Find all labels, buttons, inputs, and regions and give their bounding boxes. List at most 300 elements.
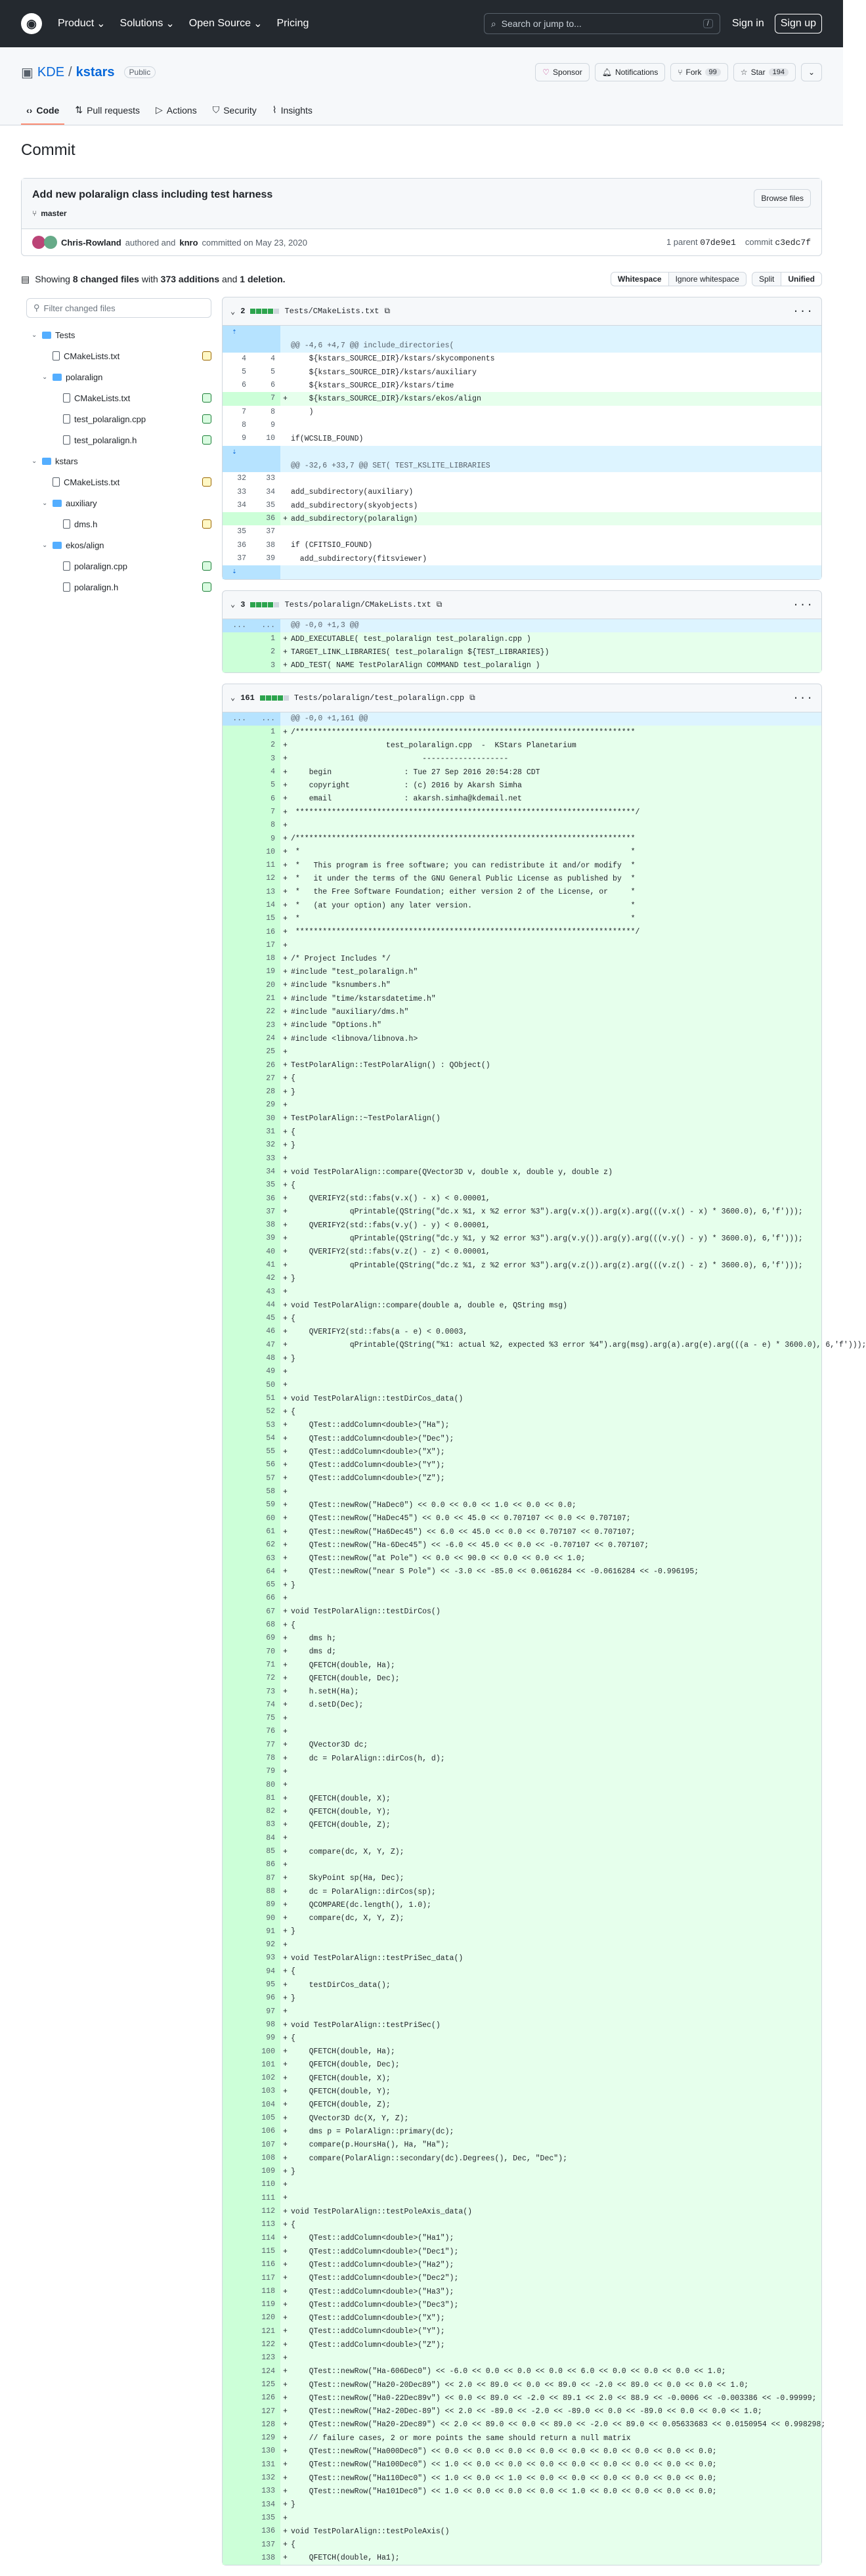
copy-icon[interactable]: ⧉ <box>384 307 391 316</box>
more-options-icon[interactable]: ··· <box>792 598 813 611</box>
old-line-number <box>223 1978 251 1992</box>
new-line-number: 35 <box>251 1179 280 1192</box>
new-line-number: 76 <box>251 1725 280 1738</box>
code-text: qPrintable(QString("%1: actual %2, expected %3 error %4").arg(msg).arg(a).arg(e).arg(((a - e) * 3600.0), 6,'f'))); <box>291 1341 866 1350</box>
diff-line <box>223 1312 821 1325</box>
chevron-down-icon[interactable]: ⌄ <box>230 693 236 703</box>
new-line-number: 15 <box>251 912 280 925</box>
old-line-number: 9 <box>242 434 246 443</box>
diff-line <box>223 1646 821 1659</box>
more-options-icon[interactable]: ··· <box>792 691 813 704</box>
authored-text: authored and <box>125 237 176 248</box>
file-path-link[interactable]: Tests/CMakeLists.txt <box>284 307 379 316</box>
github-logo-icon[interactable]: ◉ <box>21 13 42 34</box>
new-line-number: 26 <box>251 1059 280 1072</box>
old-line-number <box>223 1925 251 1938</box>
diff-sign: + <box>283 2274 288 2283</box>
old-line-number <box>223 1646 251 1659</box>
repo-title <box>21 64 156 81</box>
fork-button[interactable] <box>670 63 727 81</box>
diff-line <box>223 1485 821 1498</box>
old-line-number <box>223 2099 251 2112</box>
diff-line <box>223 1525 821 1539</box>
diff-sign: + <box>283 2541 288 2550</box>
old-line-number <box>223 1432 251 1445</box>
filter-files-input[interactable] <box>26 298 211 318</box>
diff-sign: + <box>283 1154 288 1164</box>
code-text: QTest::addColumn<double>("X"); <box>291 2314 445 2323</box>
whitespace-button[interactable]: Whitespace <box>611 272 669 286</box>
summary-and: and <box>222 274 238 284</box>
diff-sign <box>280 528 291 536</box>
search-input[interactable] <box>484 13 720 34</box>
nav-open-source[interactable] <box>189 17 263 30</box>
sign-in-link[interactable]: Sign in <box>731 18 764 29</box>
new-line-number: 100 <box>251 2045 280 2059</box>
tree-item[interactable] <box>21 513 211 535</box>
new-line-number: 1 <box>251 726 280 739</box>
new-line-number: 86 <box>251 1858 280 1871</box>
diff-line <box>223 353 821 366</box>
diff-line <box>223 1005 821 1018</box>
diff-sign: + <box>283 1581 288 1590</box>
file-icon <box>63 435 70 445</box>
diff-line <box>223 499 821 512</box>
file-path-link[interactable]: Tests/polaralign/CMakeLists.txt <box>284 600 431 609</box>
old-line-number <box>223 392 251 405</box>
old-line-number <box>223 793 251 806</box>
old-line-number <box>223 659 251 672</box>
old-line-number <box>223 2125 251 2138</box>
old-line-number <box>223 1166 251 1179</box>
old-line-number <box>223 1485 251 1498</box>
old-line-number <box>223 1405 251 1418</box>
old-line-number <box>223 833 251 846</box>
new-line-number: 54 <box>251 1432 280 1445</box>
diff-line <box>223 992 821 1005</box>
new-line-number: 39 <box>251 1232 280 1245</box>
avatar[interactable] <box>44 236 57 249</box>
diff-sign <box>280 422 291 430</box>
old-line-number <box>223 1379 251 1392</box>
avatar[interactable] <box>32 236 45 249</box>
diff-line <box>223 2499 821 2512</box>
code-text: compare(dc, X, Y, Z); <box>291 1914 404 1923</box>
code-text: QTest::addColumn<double>("Ha2"); <box>291 2260 454 2269</box>
diff-line <box>223 2032 821 2045</box>
diff-sign: + <box>283 741 288 751</box>
diff-line <box>223 2178 821 2191</box>
old-line-number <box>223 2112 251 2125</box>
old-line-number: ⇣ <box>223 446 251 459</box>
diff-sign: + <box>283 795 288 804</box>
unified-button[interactable]: Unified <box>781 272 822 286</box>
tree-item[interactable] <box>21 324 211 345</box>
new-line-number: 31 <box>251 1125 280 1139</box>
tree-item-label: polaralign.cpp <box>74 561 127 571</box>
diff-line <box>223 2418 826 2432</box>
diff-sign: + <box>283 1714 288 1723</box>
new-line-number <box>251 326 280 339</box>
new-line-number: 95 <box>251 1978 280 1992</box>
old-line-number <box>223 1299 251 1312</box>
diff-sign: + <box>283 1847 288 1856</box>
tab-label: Security <box>223 104 257 116</box>
diff-sign: + <box>283 954 288 963</box>
diff-line <box>223 753 821 766</box>
expand-row[interactable] <box>223 565 821 579</box>
old-line-number <box>223 1339 251 1352</box>
branch-icon: ⑂ <box>32 209 37 218</box>
new-line-number: 48 <box>251 1352 280 1365</box>
code-text: QFETCH(double, Dec); <box>291 1674 400 1683</box>
old-line-number <box>223 1992 251 2005</box>
new-line-number: 4 <box>271 354 275 363</box>
old-line-number: 34 <box>237 500 246 510</box>
tree-item[interactable] <box>21 556 211 577</box>
code-text: * it under the terms of the GNU General Public License as published by * <box>291 875 636 884</box>
new-line-number: 127 <box>251 2405 280 2418</box>
diff-sign: + <box>283 2260 288 2269</box>
chevron-down-icon[interactable]: ⌄ <box>230 600 236 610</box>
diff-sign: + <box>283 1221 288 1230</box>
new-line-number: 125 <box>251 2378 280 2391</box>
summary-with: with <box>141 274 158 284</box>
folder-icon <box>53 500 62 507</box>
parent-sha-link[interactable]: 07de9e1 <box>700 238 736 248</box>
expand-row[interactable] <box>223 446 821 459</box>
diff-count: 161 <box>240 693 255 703</box>
tree-item[interactable] <box>21 577 211 598</box>
diff-sign: + <box>283 1567 288 1577</box>
file-added-icon <box>202 414 211 424</box>
new-line-number: 111 <box>251 2192 280 2205</box>
repo-name-link[interactable] <box>76 65 115 80</box>
new-line-number: 4 <box>251 766 280 779</box>
new-line-number: 124 <box>251 2365 280 2378</box>
global-header <box>0 0 843 47</box>
code-text: QTest::addColumn<double>("Dec1"); <box>291 2247 459 2256</box>
code-text: #include "auxiliary/dms.h" <box>291 1008 409 1016</box>
code-text: QVERIFY2(std::fabs(v.x() - x) < 0.00001, <box>291 1194 490 1204</box>
old-line-number <box>223 766 251 779</box>
code-text: TestPolarAlign::~TestPolarAlign() <box>291 1114 441 1124</box>
code-text: test_polaralign.cpp - KStars Planetarium <box>291 741 576 751</box>
copy-icon[interactable]: ⧉ <box>436 600 443 609</box>
filter-icon: ⚲ <box>33 303 40 313</box>
diff-line <box>223 833 821 846</box>
old-line-number <box>223 1605 251 1619</box>
diff-sign: + <box>283 1861 288 1869</box>
diff-line <box>223 1246 821 1259</box>
new-line-number: 116 <box>251 2258 280 2271</box>
new-line-number: 59 <box>251 1498 280 1512</box>
diff-line <box>223 1125 821 1139</box>
diff-summary <box>21 267 822 297</box>
diff-line <box>223 2351 821 2365</box>
code-text: QFETCH(double, Ha1); <box>291 2554 400 2563</box>
diff-sign: + <box>283 1288 288 1297</box>
old-line-number <box>223 859 251 872</box>
diff-line <box>223 1965 821 1978</box>
diff-line <box>223 1405 821 1418</box>
diff-line <box>223 2272 821 2285</box>
diff-line <box>223 1299 821 1312</box>
old-line-number <box>223 1032 251 1045</box>
code-text: void TestPolarAlign::compare(QVector3D v, double x, double y, double z) <box>291 1168 613 1177</box>
diff-line <box>223 2525 821 2538</box>
new-line-number: 137 <box>251 2539 280 2552</box>
diff-line <box>223 1565 821 1579</box>
new-line-number: 117 <box>251 2272 280 2285</box>
old-line-number <box>223 1552 251 1565</box>
diffstat-icon <box>260 695 289 701</box>
old-line-number <box>223 632 251 645</box>
code-text: add_subdirectory(auxiliary) <box>291 488 414 497</box>
old-line-number: 35 <box>237 527 246 536</box>
tab-insights[interactable] <box>267 104 318 125</box>
repo-owner-link[interactable]: KDE <box>37 64 65 79</box>
code-text: @@ -4,6 +4,7 @@ include_directories( <box>291 341 454 350</box>
search-icon: ⌕ <box>490 18 496 29</box>
diff-line <box>223 2458 821 2472</box>
tree-item[interactable] <box>21 429 211 450</box>
new-line-number: 110 <box>251 2178 280 2191</box>
old-line-number <box>223 1845 251 1858</box>
old-line-number <box>223 1912 251 1925</box>
nav-pricing[interactable] <box>276 17 309 30</box>
new-line-number: 69 <box>251 1632 280 1645</box>
tree-item[interactable] <box>21 408 211 429</box>
star-label: Star <box>750 68 766 77</box>
folder-icon <box>42 458 51 465</box>
notifications-button[interactable] <box>595 63 666 81</box>
old-line-number: ... <box>223 619 251 632</box>
new-line-number: 73 <box>251 1686 280 1699</box>
old-line-number <box>223 1938 251 1952</box>
more-options-icon[interactable]: ··· <box>792 305 813 317</box>
diff-sign <box>280 368 291 377</box>
tree-item[interactable] <box>21 492 211 513</box>
tree-item[interactable] <box>21 366 211 387</box>
diff-line <box>223 872 821 885</box>
code-text: QFETCH(double, Ha); <box>291 1661 395 1670</box>
whitespace-toggle <box>611 272 747 286</box>
new-line-number: 77 <box>251 1739 280 1752</box>
diff-line <box>223 1552 821 1565</box>
new-line-number: 105 <box>251 2112 280 2125</box>
code-text: QVector3D dc; <box>291 1741 368 1750</box>
new-line-number: 78 <box>251 1752 280 1765</box>
diff-line <box>223 1845 821 1858</box>
old-line-number <box>223 1512 251 1525</box>
old-line-number <box>223 1045 251 1059</box>
tree-item[interactable] <box>21 387 211 408</box>
new-line-number: 75 <box>251 1712 280 1725</box>
committer-link[interactable]: knro <box>179 237 198 248</box>
diff-line <box>223 2298 821 2311</box>
old-line-number <box>223 1419 251 1432</box>
file-path-link[interactable]: Tests/polaralign/test_polaralign.cpp <box>293 693 465 703</box>
diff-line <box>223 2152 821 2165</box>
old-line-number: ⇣ <box>223 565 251 579</box>
code-text: h.setH(Ha); <box>291 1688 359 1697</box>
chevron-down-icon[interactable]: ⌄ <box>230 307 236 317</box>
file-icon <box>63 393 70 403</box>
new-line-number: 135 <box>251 2512 280 2525</box>
diff-line <box>223 1792 821 1805</box>
old-line-number <box>223 2032 251 2045</box>
old-line-number <box>223 1219 251 1232</box>
repo-tabs <box>21 93 822 125</box>
play-icon: ▷ <box>156 104 163 115</box>
old-line-number <box>223 1805 251 1818</box>
ignore-whitespace-button[interactable]: Ignore whitespace <box>669 272 747 286</box>
commit-sha-info <box>745 237 811 248</box>
old-line-number <box>223 645 251 659</box>
diff-sign: + <box>283 1047 288 1057</box>
diff-sign: + <box>283 1127 288 1137</box>
diff-line <box>223 486 821 499</box>
summary-text <box>35 274 285 284</box>
old-line-number <box>223 2378 251 2391</box>
new-line-number <box>251 339 280 352</box>
new-line-number: 36 <box>251 512 280 525</box>
star-button[interactable] <box>733 63 796 81</box>
diff-sign: + <box>283 1594 288 1604</box>
code-text: QTest::newRow("Ha110Dec0") << 1.0 << 0.0 << 1.0 << 0.0 << 0.0 << 0.0 << 0.0 << 0.0 << 0.0; <box>291 2474 717 2483</box>
new-line-number: 16 <box>251 926 280 939</box>
diff-line <box>223 2285 821 2298</box>
code-text: QTest::newRow("at Pole") << 0.0 << 90.0 << 0.0 << 0.0 << 1.0; <box>291 1554 586 1563</box>
tree-item-label: CMakeLists.txt <box>64 477 120 487</box>
diff-sign: + <box>283 2554 288 2563</box>
diff-sign: + <box>283 994 288 1003</box>
code-text: } <box>291 1927 295 1936</box>
new-line-number: 103 <box>251 2085 280 2098</box>
diff-line <box>223 406 821 419</box>
diff-sign: + <box>283 1487 288 1496</box>
branch-name[interactable]: master <box>41 209 67 218</box>
new-line-number: 99 <box>251 2032 280 2045</box>
old-line-number <box>223 1592 251 1605</box>
code-text: d.setD(Dec); <box>291 1701 364 1710</box>
old-line-number <box>223 1752 251 1765</box>
tree-item[interactable] <box>21 345 211 366</box>
pull-request-icon: ⇅ <box>75 104 83 115</box>
code-text: /*************************************************************************** <box>291 835 636 844</box>
tree-item[interactable] <box>21 471 211 492</box>
diff-line <box>223 859 821 872</box>
code-text: void TestPolarAlign::testDirCos() <box>291 1607 441 1617</box>
diff-sign: + <box>283 2300 288 2309</box>
new-line-number: 36 <box>251 1192 280 1206</box>
code-text: * This program is free software; you can redistribute it and/or modify * <box>291 861 636 870</box>
old-line-number <box>223 2152 251 2165</box>
old-line-number <box>223 2258 251 2271</box>
diff-line <box>223 512 821 525</box>
new-line-number: 104 <box>251 2099 280 2112</box>
new-line-number: 119 <box>251 2298 280 2311</box>
repo-header <box>0 47 843 125</box>
new-line-number: 52 <box>251 1405 280 1418</box>
diff-sign: + <box>283 1274 288 1283</box>
expand-row[interactable] <box>223 326 821 339</box>
diff-line <box>223 2112 821 2125</box>
diff-sign: + <box>283 2194 288 2203</box>
diff-line <box>223 1166 821 1179</box>
star-dropdown-button[interactable] <box>801 63 822 81</box>
code-text: @@ -0,0 +1,3 @@ <box>291 621 359 630</box>
old-line-number <box>223 899 251 912</box>
tree-item[interactable] <box>21 535 211 556</box>
new-line-number: 24 <box>251 1032 280 1045</box>
old-line-number <box>223 2139 251 2152</box>
diff-line <box>223 1872 821 1885</box>
new-line-number: 97 <box>251 2005 280 2019</box>
diff-sign: + <box>283 1741 288 1750</box>
diff-sign: + <box>283 1141 288 1150</box>
diff-line <box>223 1512 821 1525</box>
tab-code[interactable] <box>21 105 64 125</box>
split-button[interactable]: Split <box>752 272 781 286</box>
tab-actions[interactable] <box>150 104 202 125</box>
diff-line <box>223 819 821 832</box>
diff-line <box>223 793 821 806</box>
diff-sign: + <box>283 1527 288 1537</box>
tab-security[interactable] <box>207 104 262 125</box>
tab-pull-requests[interactable] <box>70 104 145 125</box>
old-line-number <box>223 2192 251 2205</box>
code-text: * * <box>291 914 636 923</box>
heart-icon: ♡ <box>542 68 550 77</box>
diff-line <box>223 2245 821 2258</box>
diff-sign: + <box>283 2340 288 2349</box>
sponsor-button[interactable] <box>535 63 589 81</box>
new-line-number: 91 <box>251 1925 280 1938</box>
old-line-number <box>223 1099 251 1112</box>
file-icon <box>63 582 70 592</box>
view-mode-toggle <box>752 272 822 286</box>
nav-product[interactable] <box>58 17 106 30</box>
old-line-number <box>223 2405 251 2418</box>
diff-line <box>223 739 821 752</box>
file-icon <box>53 477 60 487</box>
hunk-header <box>223 459 821 472</box>
author-link[interactable]: Chris-Rowland <box>61 237 121 248</box>
diff-line <box>223 2218 821 2231</box>
tree-item[interactable] <box>21 450 211 471</box>
diff-line <box>223 1099 821 1112</box>
file-tree-toggle-icon[interactable]: ▤ <box>21 273 30 284</box>
diff-line <box>223 2045 821 2059</box>
new-line-number: 2 <box>251 739 280 752</box>
nav-solutions[interactable] <box>120 17 175 30</box>
code-text: QTest::addColumn<double>("Ha3"); <box>291 2287 454 2296</box>
sign-up-button[interactable]: Sign up <box>775 14 822 33</box>
browse-files-button[interactable]: Browse files <box>754 189 811 207</box>
new-line-number <box>251 459 280 472</box>
old-line-number <box>223 1686 251 1699</box>
old-line-number: 5 <box>242 367 246 376</box>
new-line-number: 27 <box>251 1072 280 1085</box>
code-text: { <box>291 1074 295 1083</box>
diff-sign: + <box>283 2114 288 2123</box>
diff-line <box>223 1912 821 1925</box>
diff-line <box>223 1978 821 1992</box>
copy-icon[interactable]: ⧉ <box>469 693 475 703</box>
old-line-number: 6 <box>242 381 246 390</box>
